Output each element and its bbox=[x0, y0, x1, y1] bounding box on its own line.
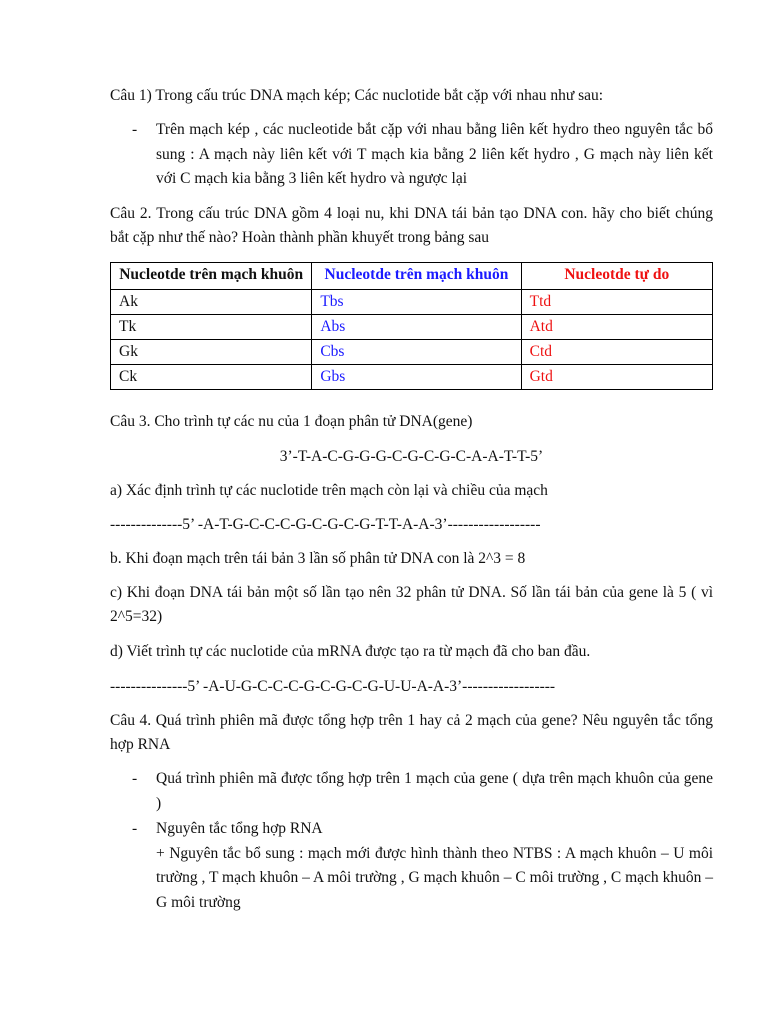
table-header-template-strand: Nucleotde trên mạch khuôn bbox=[111, 263, 312, 290]
q1-title: Câu 1) Trong cấu trúc DNA mạch kép; Các nuclotide bắt cặp với nhau như sau: bbox=[110, 87, 604, 104]
bullet-dash: - bbox=[132, 820, 138, 837]
table-cell-template: Tk bbox=[111, 314, 312, 339]
table-cell-template: Gk bbox=[111, 339, 312, 364]
table-header-row bbox=[111, 263, 713, 290]
q1-bullet-text: Trên mạch kép , các nucleotide bắt cặp với nhau bằng liên kết hydro theo nguyên tắc bổ sung : A mạch này liên kết với T mạch kia bằng 2 liên kết hydro , G mạch này liên kết với C mạch kia bằng 3 liên kết hydro và ngược lại bbox=[156, 121, 713, 187]
q3-part-b: b. Khi đoạn mạch trên tái bản 3 lần số phân tử DNA con là 2^3 = 8 bbox=[110, 550, 526, 567]
table-cell-complement: Tbs bbox=[312, 289, 521, 314]
table-cell-free: Gtd bbox=[521, 364, 712, 389]
q2-title: Câu 2. Trong cấu trúc DNA gồm 4 loại nu, khi DNA tái bản tạo DNA con. hãy cho biết chúng bắt cặp như thế nào? Hoàn thành phần khuyết trong bảng sau bbox=[110, 205, 713, 246]
q4-bullet-1-text: Quá trình phiên mã được tổng hợp trên 1 mạch của gene ( dựa trên mạch khuôn của gene ) bbox=[156, 770, 713, 812]
nucleotide-table bbox=[110, 262, 713, 390]
q4-bullet-2-heading: Nguyên tắc tổng hợp RNA bbox=[156, 820, 323, 837]
table-row bbox=[111, 364, 713, 389]
q1-bullet bbox=[110, 118, 713, 192]
table-header-free-nucleotide: Nucleotde tự do bbox=[521, 263, 712, 290]
q4-bullet-2-rule: + Nguyên tắc bổ sung : mạch mới được hình thành theo NTBS : A mạch khuôn – U môi trường , T mạch khuôn – A môi trường , G mạch khuôn – C môi trường , C mạch khuôn – G môi trường bbox=[156, 844, 713, 911]
q3-part-a-question: a) Xác định trình tự các nuclotide trên mạch còn lại và chiều của mạch bbox=[110, 482, 548, 499]
table-row bbox=[111, 314, 713, 339]
q3-part-a-answer: --------------5’ -A-T-G-C-C-C-G-C-G-C-G-T-T-A-A-3’------------------ bbox=[110, 516, 541, 533]
table-cell-free: Atd bbox=[521, 314, 712, 339]
table-cell-free: Ttd bbox=[521, 289, 712, 314]
q4-bullet-2 bbox=[110, 817, 713, 917]
table-cell-free: Ctd bbox=[521, 339, 712, 364]
bullet-dash: - bbox=[132, 770, 138, 787]
table-row bbox=[111, 289, 713, 314]
q3-part-d-answer: ---------------5’ -A-U-G-C-C-C-G-C-G-C-G-U-U-A-A-3’------------------ bbox=[110, 678, 556, 695]
table-cell-template: Ck bbox=[111, 364, 312, 389]
q3-title: Câu 3. Cho trình tự các nu của 1 đoạn phân tử DNA(gene) bbox=[110, 413, 473, 430]
q3-dna-sequence: 3’-T-A-C-G-G-G-C-G-C-G-C-A-A-T-T-5’ bbox=[279, 448, 544, 465]
table-header-complement-strand: Nucleotde trên mạch khuôn bbox=[312, 263, 521, 290]
bullet-dash: - bbox=[132, 121, 138, 138]
table-cell-complement: Cbs bbox=[312, 339, 521, 364]
table-row bbox=[111, 339, 713, 364]
table-cell-template: Ak bbox=[111, 289, 312, 314]
q4-title: Câu 4. Quá trình phiên mã được tổng hợp trên 1 hay cả 2 mạch của gene? Nêu nguyên tắc tổng hợp RNA bbox=[110, 712, 713, 753]
table-cell-complement: Gbs bbox=[312, 364, 521, 389]
q4-bullet-1 bbox=[110, 767, 713, 817]
q3-part-c: c) Khi đoạn DNA tái bản một số lần tạo nên 32 phân tử DNA. Số lần tái bản của gene là 5 ( vì 2^5=32) bbox=[110, 584, 713, 625]
q3-part-d-question: d) Viết trình tự các nuclotide của mRNA được tạo ra từ mạch đã cho ban đầu. bbox=[110, 643, 591, 660]
table-cell-complement: Abs bbox=[312, 314, 521, 339]
